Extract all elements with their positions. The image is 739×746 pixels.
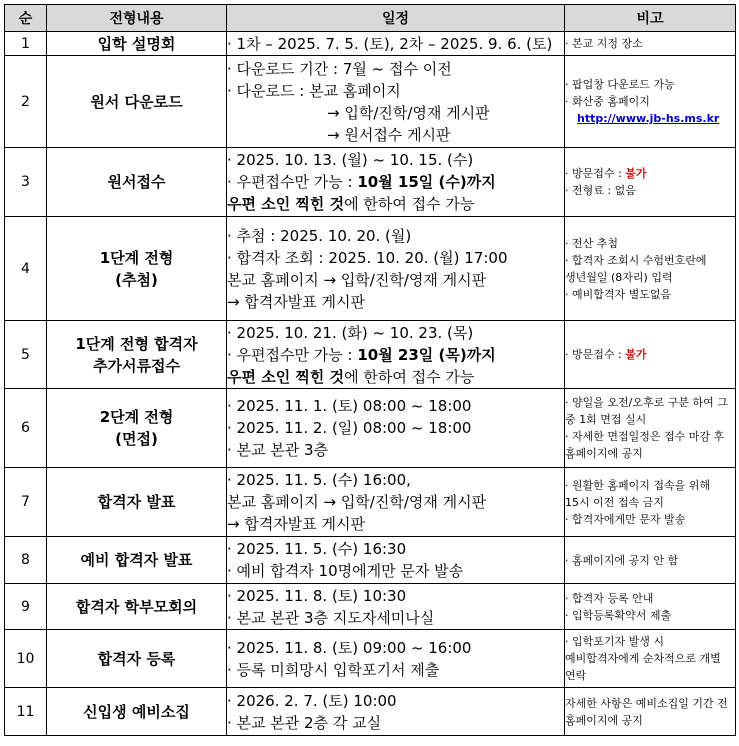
row-schedule: · 2025. 11. 1. (토) 08:00 ~ 18:00 · 2025. 11. 2. (일) 08:00 ~ 18:00 · 본교 본관 3층 bbox=[227, 389, 565, 468]
row-number: 10 bbox=[5, 630, 47, 688]
header-row bbox=[5, 5, 736, 32]
row-schedule: · 2025. 11. 8. (토) 09:00 ~ 16:00 · 등록 미희망시 입학포기서 제출 bbox=[227, 630, 565, 688]
row-number: 11 bbox=[5, 688, 47, 736]
row-title: 예비 합격자 발표 bbox=[47, 537, 227, 584]
table-row bbox=[5, 56, 736, 148]
row-schedule: · 2025. 10. 21. (화) ~ 10. 23. (목) · 우편접수만 가능 : 10월 23일 (목)까지 우편 소인 찍힌 것에 한하여 접수 가능 bbox=[227, 321, 565, 389]
header-note: 비고 bbox=[565, 5, 736, 32]
homepage-link[interactable]: http://www.jb-hs.ms.kr bbox=[577, 112, 720, 125]
row-note: · 전산 추첨 · 합격자 조회시 수험번호란에 생년월일 (8자리) 입력 · 예비합격자 별도없음 bbox=[565, 217, 736, 321]
table-row bbox=[5, 537, 736, 584]
row-title: 원서 다운로드 bbox=[47, 56, 227, 148]
row-number: 9 bbox=[5, 584, 47, 630]
table-row bbox=[5, 148, 736, 217]
row-note: · 본교 지정 장소 bbox=[565, 32, 736, 56]
row-schedule: · 추첨 : 2025. 10. 20. (월) · 합격자 조회 : 2025. 10. 20. (월) 17:00 본교 홈페이지 → 입학/진학/영재 게시판 → 합격자발표 게시판 bbox=[227, 217, 565, 321]
row-number: 8 bbox=[5, 537, 47, 584]
table-row bbox=[5, 32, 736, 56]
row-note: · 홈페이지에 공지 안 함 bbox=[565, 537, 736, 584]
row-number: 5 bbox=[5, 321, 47, 389]
row-note: 자세한 사항은 예비소집일 기간 전 홈페이지에 공지 bbox=[565, 688, 736, 736]
row-title: 1단계 전형 합격자 추가서류접수 bbox=[47, 321, 227, 389]
row-schedule: · 1차 – 2025. 7. 5. (토), 2차 – 2025. 9. 6. (토) bbox=[227, 32, 565, 56]
row-title: 신입생 예비소집 bbox=[47, 688, 227, 736]
table-row bbox=[5, 630, 736, 688]
table-row bbox=[5, 688, 736, 736]
row-note: · 양일을 오전/오후로 구분 하여 그 중 1회 면접 실시 · 자세한 면접일정은 접수 마감 후 홈페이지에 공지 bbox=[565, 389, 736, 468]
row-number: 1 bbox=[5, 32, 47, 56]
row-title: 원서접수 bbox=[47, 148, 227, 217]
row-note: · 팝업창 다운로드 가능 · 화산중 홈페이지 http://www.jb-hs.ms.kr bbox=[565, 56, 736, 148]
admission-schedule-table bbox=[4, 4, 736, 736]
row-note: · 입학포기자 발생 시 예비합격자에게 순차적으로 개별 연락 bbox=[565, 630, 736, 688]
row-note: · 원활한 홈페이지 접속을 위해 15시 이전 접속 금지 · 합격자에게만 문자 발송 bbox=[565, 468, 736, 537]
row-number: 2 bbox=[5, 56, 47, 148]
row-title: 1단계 전형 (추첨) bbox=[47, 217, 227, 321]
header-num: 순 bbox=[5, 5, 47, 32]
table-row bbox=[5, 584, 736, 630]
row-schedule: · 2025. 10. 13. (월) ~ 10. 15. (수) · 우편접수만 가능 : 10월 15일 (수)까지 우편 소인 찍힌 것에 한하여 접수 가능 bbox=[227, 148, 565, 217]
row-title: 입학 설명회 bbox=[47, 32, 227, 56]
row-schedule: · 2025. 11. 8. (토) 10:30 · 본교 본관 3층 지도자세미나실 bbox=[227, 584, 565, 630]
row-number: 6 bbox=[5, 389, 47, 468]
row-title: 2단계 전형 (면접) bbox=[47, 389, 227, 468]
header-content: 전형내용 bbox=[47, 5, 227, 32]
table-row bbox=[5, 468, 736, 537]
table-row bbox=[5, 217, 736, 321]
table-row bbox=[5, 321, 736, 389]
row-schedule: · 2026. 2. 7. (토) 10:00 · 본교 본관 2층 각 교실 bbox=[227, 688, 565, 736]
table-row bbox=[5, 389, 736, 468]
row-number: 7 bbox=[5, 468, 47, 537]
row-number: 4 bbox=[5, 217, 47, 321]
row-title: 합격자 등록 bbox=[47, 630, 227, 688]
row-schedule: · 2025. 11. 5. (수) 16:30 · 예비 합격자 10명에게만 문자 발송 bbox=[227, 537, 565, 584]
row-schedule: · 다운로드 기간 : 7월 ~ 접수 이전 · 다운로드 : 본교 홈페이지 → 입학/진학/영재 게시판 → 원서접수 게시판 bbox=[227, 56, 565, 148]
header-schedule: 일정 bbox=[227, 5, 565, 32]
row-note: · 합격자 등록 안내 · 입학등록확약서 제출 bbox=[565, 584, 736, 630]
row-number: 3 bbox=[5, 148, 47, 217]
row-schedule: · 2025. 11. 5. (수) 16:00, 본교 홈페이지 → 입학/진학/영재 게시판 → 합격자발표 게시판 bbox=[227, 468, 565, 537]
row-title: 합격자 발표 bbox=[47, 468, 227, 537]
row-title: 합격자 학부모회의 bbox=[47, 584, 227, 630]
row-note: · 방문접수 : 불가 · 전형료 : 없음 bbox=[565, 148, 736, 217]
row-note: · 방문접수 : 불가 bbox=[565, 321, 736, 389]
